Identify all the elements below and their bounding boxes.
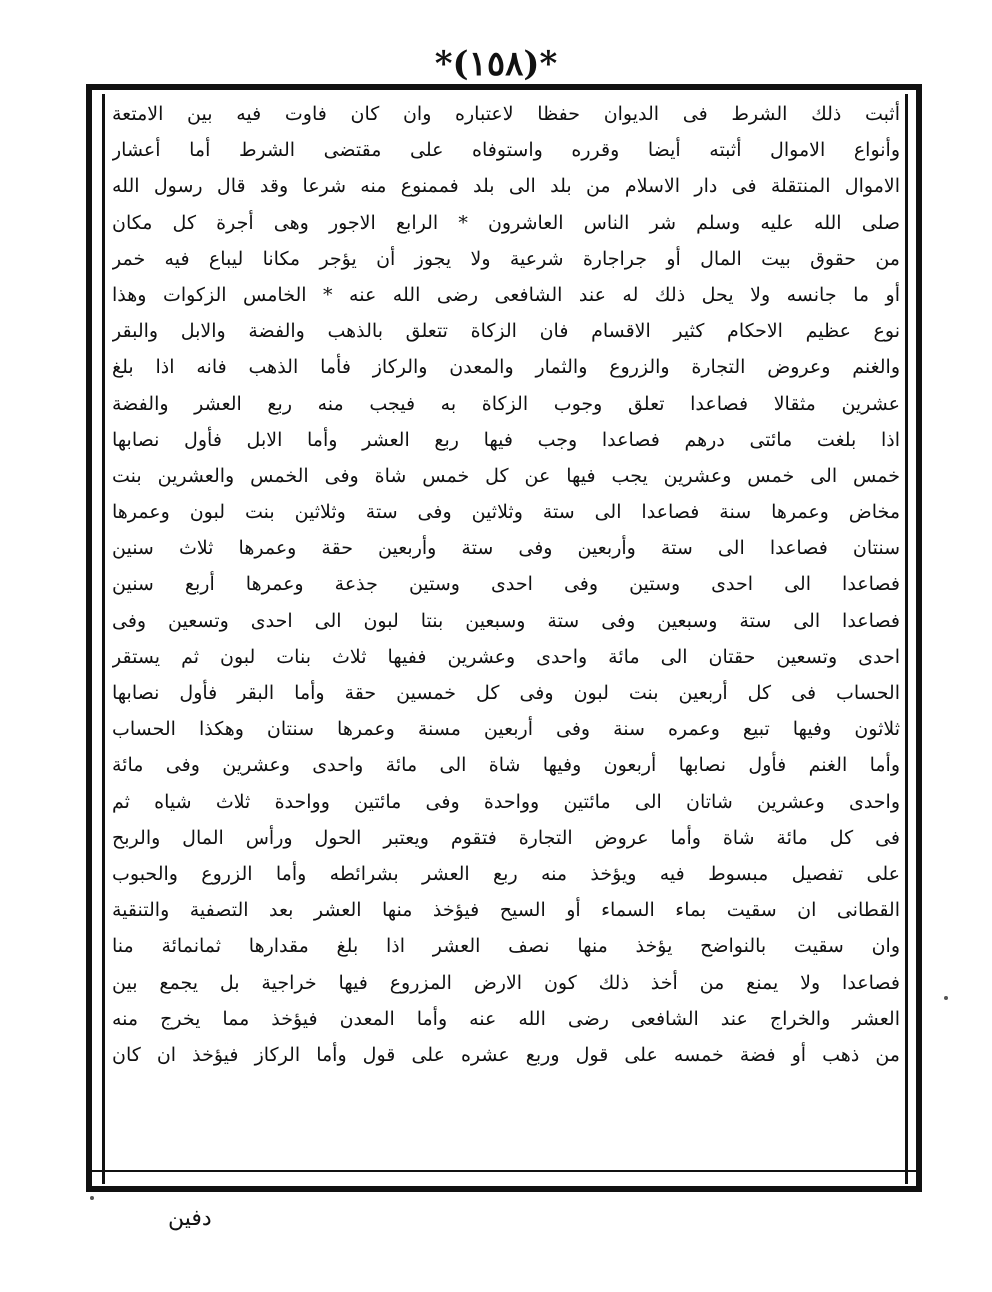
text-line: والغنم وعروض التجارة والزروع والثمار والمعدن والركاز فأما الذهب فانه اذا بلغ	[112, 356, 900, 379]
text-line: الاموال المنتقلة فى دار الاسلام من بلد الى بلد فممنوع منه شرعا وقد قال رسول الله	[112, 175, 900, 198]
text-line: القطانى ان سقيت بماء السماء أو السيح فيؤخذ منها العشر بعد التصفية والتنقية	[112, 899, 900, 922]
text-line: فصاعدا الى ستة وسبعين وفى ستة وسبعين بنتا لبون الى احدى وتسعين وفى	[112, 609, 900, 632]
text-line: ثلاثون وفيها تبيع وعمره سنة وفى أربعين مسنة وعمرها سنتان وهكذا الحساب	[112, 718, 900, 741]
text-line: صلى الله عليه وسلم شر الناس العاشرون * الرابع الاجور وهى أجرة كل مكان	[112, 211, 900, 234]
frame-bottom-rule	[86, 1170, 922, 1172]
text-line: على تفصيل مبسوط فيه ويؤخذ منه ربع العشر بشرائطه وأما الزروع والحبوب	[112, 862, 900, 885]
text-line: وان سقيت بالنواضح يؤخذ منها نصف العشر اذا بلغ مقدارها ثمانمائة منا	[112, 935, 900, 958]
text-line: احدى وتسعين حقتان الى مائة واحدى وعشرين ففيها ثلاث بنات لبون ثم يستقر	[112, 645, 900, 668]
text-line: مخاض وعمرها سنة فصاعدا الى ستة وثلاثين وفى ستة وثلاثين بنت لبون وعمرها	[112, 501, 900, 524]
text-line: أثبت ذلك الشرط فى الديوان حفظا لاعتباره وان كان فاوت فيه بين الامتعة	[112, 103, 900, 125]
text-line: سنتان فصاعدا الى ستة وأربعين وفى ستة وأربعين حقة وعمرها ثلاث سنين	[112, 537, 900, 560]
text-line: وأنواع الاموال أثبته أيضا وقرره واستوفاه على مقتضى الشرط أما أعشار	[112, 139, 900, 162]
text-line: فصاعدا الى احدى وستين وفى احدى وستين جذعة وعمرها أربع سنين	[112, 573, 900, 596]
text-line: نوع عظيم الاحكام كثير الاقسام فان الزكاة تتعلق بالذهب والفضة والابل والبقر	[112, 320, 900, 343]
text-body	[112, 96, 900, 1073]
text-line: من حقوق بيت المال أو جراجارة شرعية ولا يجوز أن يؤجر مكانا ليباع فيه خمر	[112, 247, 900, 270]
page-number: *(١٥٨)*	[434, 44, 558, 84]
text-line: الحساب فى كل أربعين بنت لبون وفى كل خمسين حقة وأما البقر فأول نصابها	[112, 682, 900, 704]
catchword: دفين	[168, 1206, 212, 1231]
text-line: فصاعدا ولا يمنع من أخذ ذلك كون الارض المزروع فيها خراجية بل يجمع بين	[112, 971, 900, 994]
text-line: واحدى وعشرين شاتان الى مائتين وواحدة وفى مائتين وواحدة ثلاث شياه ثم	[112, 790, 900, 813]
text-line: اذا بلغت مائتى درهم فصاعدا وجب فيها ربع العشر وأما الابل فأول نصابها	[112, 428, 900, 451]
text-line: العشر والخراج عند الشافعى رضى الله عنه وأما المعدن فيؤخذ مما يخرج منه	[112, 1007, 900, 1030]
text-line: فى كل مائة شاة وأما عروض التجارة فتقوم ويعتبر الحول ورأس المال والربح	[112, 826, 900, 849]
text-line: وأما الغنم فأول نصابها أربعون وفيها شاة الى مائة واحدى وعشرين وفى مائة	[112, 754, 900, 777]
text-line: أو ما جانسه ولا يحل ذلك له عند الشافعى رضى الله عنه * الخامس الزكوات وهذا	[112, 283, 900, 306]
text-line: خمس الى خمس وعشرين يجب فيها عن كل خمس شاة وفى الخمس والعشرين بنت	[112, 464, 900, 487]
text-line: عشرين مثقالا فصاعدا تعلق وجوب الزكاة به فيجب منه ربع العشر والفضة	[112, 392, 900, 415]
margin-dot	[944, 996, 948, 1000]
text-line: من ذهب أو فضة خمسه على قول وربع عشره على قول وأما الركاز فيؤخذ ان كان	[112, 1043, 900, 1066]
margin-dot	[90, 1196, 94, 1200]
